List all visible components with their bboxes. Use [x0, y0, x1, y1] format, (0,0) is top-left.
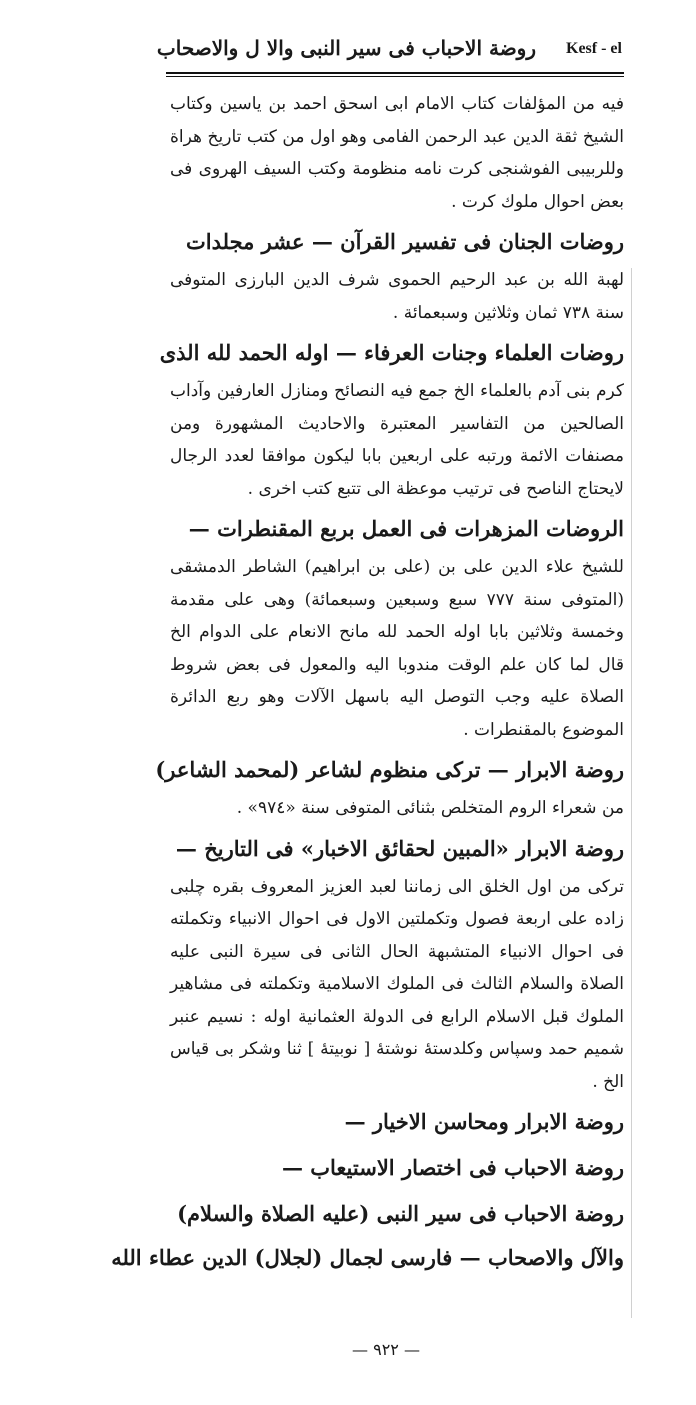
margin-line: [631, 268, 632, 1318]
entry-text: للشيخ علاء الدين على بن (على بن ابراهيم) الشاطر الدمشقى (المتوفى سنة ٧٧٧ سبع وسبعين وسبعمائة) وهى على مقدمة وخمسة وثلاثين بابا اوله الحمد لله مانح الانعام على الدوام الخ قال لما كان علم الوقت مندوبا اليه والمعول فى بعض شروط الصلاة عليه وجب التوصل اليه باسهل الآلات وهو ربع الدائرة الموضوع بالمقنطرات .: [170, 557, 624, 740]
page-number: — ٩٢٢ —: [352, 1340, 420, 1359]
header-rule-thin: [166, 76, 624, 77]
entry-title: روضة الابرار ومحاسن الاخيار —: [344, 1109, 624, 1134]
entry: [159, 331, 624, 505]
entry: [155, 748, 624, 825]
entry: [111, 1192, 624, 1280]
entry-title: روضة الابرار «المبين لحقائق الاخبار» فى التاريخ —: [175, 835, 624, 861]
entry: [170, 507, 624, 746]
entry-title: الروضات المزهرات فى العمل بربع المقنطرات —: [188, 516, 624, 541]
entry-text: من شعراء الروم المتخلص بثنائى المتوفى سنة «٩٧٤» .: [236, 798, 624, 818]
column-label: Kesf - el: [566, 40, 622, 57]
entry: [170, 1100, 624, 1144]
header-rule: [166, 72, 624, 74]
page-body: [111, 88, 624, 1282]
entry-text: لهبة الله بن عبد الرحيم الحموى شرف الدين البارزى المتوفى سنة ٧٣٨ ثمان وثلاثين وسبعمائة .: [170, 270, 624, 323]
entry-text: كرم بنى آدم بالعلماء الخ جمع فيه النصائح ومنازل العارفين وآداب الصالحين من التفاسير المعتبرة والاحاديث المشهورة ومن مصنفات الائمة ورتبه على اربعين بابا ليكون موافقا لعدد الرجال لايحتاج الناصح فى ترتيب موعظة الى تتبع كتب اخرى .: [170, 381, 624, 499]
entry-title: روضة الابرار — تركى منظوم لشاعر (لمحمد الشاعر): [155, 757, 624, 782]
entry: [170, 827, 624, 1099]
entry-text: فيه من المؤلفات كتاب الامام ابى اسحق احمد بن ياسين وكتاب الشيخ ثقة الدين عبد الرحمن الفامى وهو اول من كتب تاريخ هراة وللربيبى الفوشنجى كرت نامه منظومة وكتب السيف الهروى فى بعض احوال ملوك كرت .: [170, 94, 624, 212]
entry-title: والآل والاصحاب — فارسى لجمال (لجلال) الدين عطاء الله: [111, 1245, 624, 1270]
entry: [170, 88, 624, 218]
running-title: روضة الاحباب فى سير النبى والا ل والاصحاب: [156, 36, 536, 60]
entry-title: روضات الجنان فى تفسير القرآن — عشر مجلدات: [185, 229, 624, 254]
entry-title: روضات العلماء وجنات العرفاء — اوله الحمد لله الذى: [159, 340, 624, 365]
page-header: [156, 28, 626, 76]
entry: [170, 1146, 624, 1190]
entry: [170, 220, 624, 329]
entry-text: تركى من اول الخلق الى زماننا لعبد العزيز المعروف بقره چلبى زاده على اربعة فصول وتكملتين الاول فى احوال الانبياء وتكملته فى احوال الانبياء المتشبهة الحال الثانى فى سيرة النبى عليه الصلاة والسلام الثالث فى الملوك الاسلامية وتكملته فى مشاهير الملوك قبل الاسلام الرابع فى الدولة العثمانية اوله : نسيم عنبر شميم حمد وسپاس وكلدستهٔ نوشتهٔ [ نوبيتهٔ ] ثنا وشكر بى قياس الخ .: [170, 876, 624, 1092]
entry-title: روضة الاحباب فى سير النبى (عليه الصلاة والسلام): [177, 1201, 624, 1226]
entry-title: روضة الاحباب فى اختصار الاستيعاب —: [281, 1155, 624, 1180]
